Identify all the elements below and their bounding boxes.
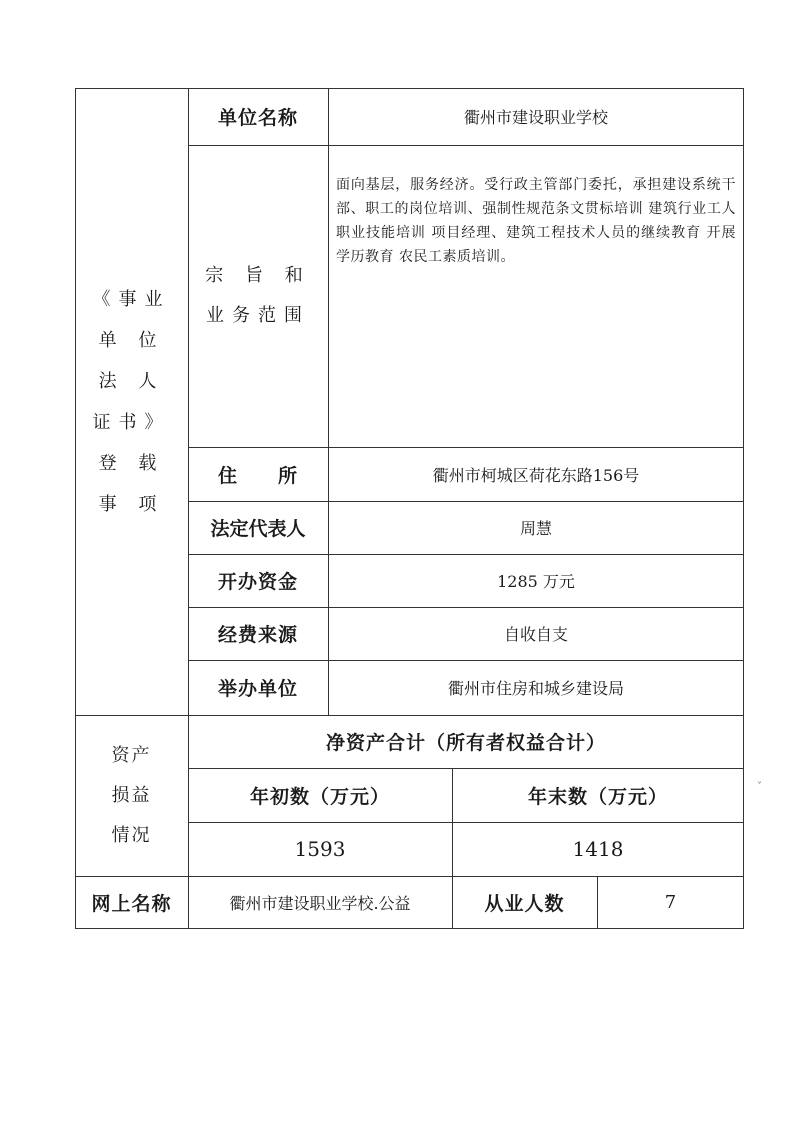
assets-section-label — [75, 715, 188, 876]
begin-year-value: 1593 — [294, 837, 346, 861]
funding-label: 经费来源 — [217, 624, 298, 646]
sponsor-value: 衢州市住房和城乡建设局 — [447, 679, 624, 698]
end-year-header: 年末数（万元） — [527, 785, 668, 808]
section-label-line: 法 人 — [98, 370, 165, 392]
unit-name-value: 衢州市建设职业学校 — [463, 108, 608, 127]
staff-count-value: 7 — [664, 892, 677, 913]
assets-label-line: 情况 — [111, 824, 152, 846]
staff-count-label: 从业人数 — [484, 893, 565, 915]
section-label-line: 登 载 — [98, 452, 165, 474]
address-label: 住 所 — [217, 464, 298, 487]
address-value: 衢州市柯城区荷花东路156号 — [432, 465, 640, 485]
online-name-label: 网上名称 — [91, 893, 172, 915]
unit-name-label: 单位名称 — [217, 107, 298, 129]
purpose-label — [188, 145, 328, 447]
sponsor-label: 举办单位 — [217, 678, 298, 700]
assets-label-line: 资产 — [111, 744, 152, 766]
capital-value: 1285 万元 — [497, 572, 575, 591]
purpose-value: 面向基层，服务经济。受行政主管部门委托，承担建设系统干部、职工的岗位培训、强制性规范条文贯标培训 建筑行业工人职业技能培训 项目经理、建筑工程技术人员的继续教育 开展学历教育 农民工素质培训。 — [336, 177, 736, 265]
legal-rep-label: 法定代表人 — [210, 518, 306, 540]
end-year-value: 1418 — [572, 837, 624, 861]
section-label-line: 单 位 — [98, 329, 165, 351]
net-assets-header: 净资产合计（所有者权益合计） — [325, 732, 606, 754]
assets-label-line: 损益 — [111, 784, 152, 806]
section-label-certificate — [75, 88, 188, 715]
purpose-label-line: 宗 旨 和 — [205, 265, 311, 286]
section-label-line: 证书》 — [92, 411, 171, 433]
stray-mark: ˇ — [757, 782, 762, 793]
registration-table — [75, 88, 744, 929]
section-label-line: 《事业 — [92, 288, 171, 310]
purpose-label-line: 业务范围 — [206, 305, 310, 326]
capital-label: 开办资金 — [217, 571, 298, 593]
begin-year-header: 年初数（万元） — [249, 785, 390, 808]
online-name-value: 衢州市建设职业学校.公益 — [229, 894, 411, 913]
funding-value: 自收自支 — [503, 625, 568, 644]
section-label-line: 事 项 — [98, 493, 165, 515]
legal-rep-value: 周慧 — [519, 519, 552, 538]
